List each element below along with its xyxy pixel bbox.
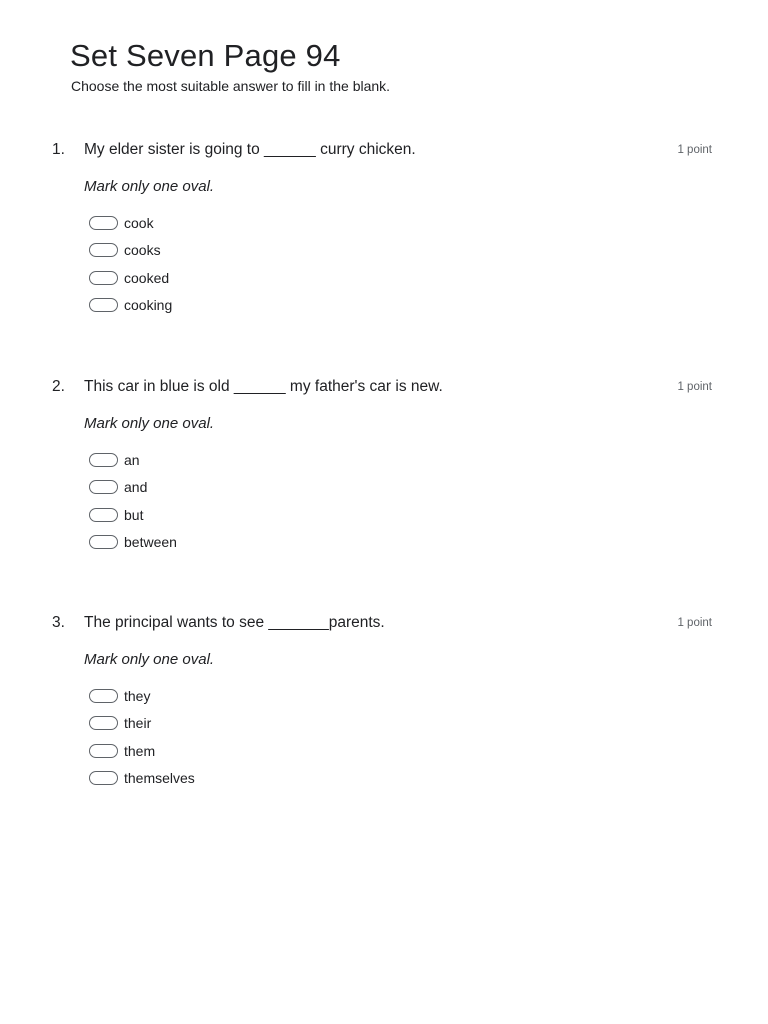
radio-oval[interactable] (89, 216, 118, 230)
question-instruction: Mark only one oval. (84, 651, 215, 668)
question-points: 1 point (677, 144, 712, 156)
option-label: they (124, 688, 151, 704)
page-description: Choose the most suitable answer to fill in the blank. (71, 78, 391, 94)
question-number: 3. (52, 614, 65, 631)
radio-oval[interactable] (89, 480, 118, 494)
option-they[interactable] (89, 688, 195, 715)
option-cooks[interactable] (89, 242, 172, 269)
radio-oval[interactable] (89, 298, 118, 312)
option-label: cooking (124, 297, 173, 314)
options-list (89, 452, 177, 562)
option-cook[interactable] (89, 215, 172, 242)
radio-oval[interactable] (89, 744, 118, 758)
option-label: cooks (124, 242, 161, 259)
radio-oval[interactable] (89, 508, 118, 522)
option-label: cook (124, 215, 154, 231)
option-their[interactable] (89, 715, 195, 742)
option-label: themselves (124, 770, 195, 787)
option-between[interactable] (89, 534, 177, 561)
option-themselves[interactable] (89, 770, 195, 797)
option-an[interactable] (89, 452, 177, 479)
option-cooking[interactable] (89, 297, 172, 324)
option-them[interactable] (89, 743, 195, 770)
radio-oval[interactable] (89, 716, 118, 730)
option-label: their (124, 715, 152, 732)
radio-oval[interactable] (89, 535, 118, 549)
option-label: cooked (124, 269, 170, 286)
options-list (89, 215, 172, 325)
question-text: My elder sister is going to ______ curry chicken. (84, 141, 416, 158)
question-text: This car in blue is old ______ my father's car is new. (84, 378, 443, 395)
radio-oval[interactable] (89, 689, 118, 703)
radio-oval[interactable] (89, 243, 118, 257)
radio-oval[interactable] (89, 771, 118, 785)
question-instruction: Mark only one oval. (84, 415, 215, 432)
options-list (89, 688, 195, 798)
question-points: 1 point (677, 617, 712, 629)
question-instruction: Mark only one oval. (84, 178, 215, 195)
option-label: an (124, 452, 140, 468)
question-text: The principal wants to see _______parents. (84, 614, 385, 631)
option-and[interactable] (89, 479, 177, 506)
option-label: but (124, 506, 144, 523)
option-cooked[interactable] (89, 270, 172, 297)
question-points: 1 point (677, 381, 712, 393)
radio-oval[interactable] (89, 453, 118, 467)
option-label: between (124, 534, 177, 551)
option-but[interactable] (89, 507, 177, 534)
page-title: Set Seven Page 94 (70, 38, 341, 73)
option-label: them (124, 742, 156, 759)
question-number: 2. (52, 378, 65, 395)
radio-oval[interactable] (89, 271, 118, 285)
question-number: 1. (52, 141, 65, 158)
option-label: and (124, 479, 148, 496)
